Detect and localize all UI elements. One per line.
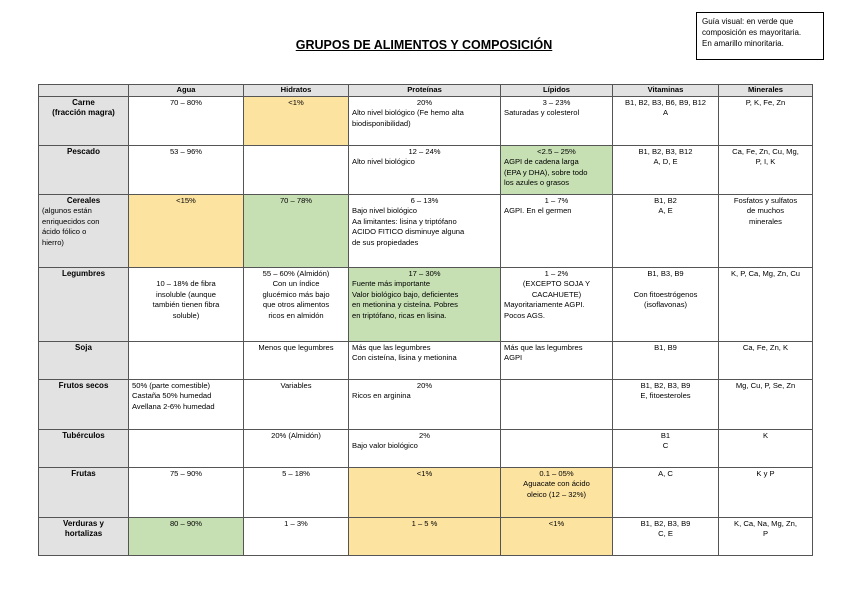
vitaminas-value: B1 xyxy=(660,431,671,440)
agua-cell xyxy=(129,195,244,268)
minerales-value: P, I, K xyxy=(755,157,776,167)
agua-value: 53 – 96% xyxy=(169,147,203,156)
agua-value: también tienen fibra xyxy=(152,300,220,310)
lipidos-value: (EXCEPTO SOJA Y xyxy=(522,279,591,289)
food-group-label: hortalizas xyxy=(64,529,103,539)
minerales-cell xyxy=(719,468,813,518)
legend-line: composición es mayoritaria. xyxy=(702,28,802,37)
vitaminas-value: Con fitoestrógenos xyxy=(633,289,698,299)
lipidos-cell xyxy=(501,146,613,195)
vitaminas-value: A xyxy=(662,108,669,118)
page-title: GRUPOS DE ALIMENTOS Y COMPOSICIÓN xyxy=(295,38,553,52)
hidratos-cell xyxy=(244,342,349,380)
food-group-cell xyxy=(39,342,129,380)
proteinas-cell xyxy=(349,97,501,146)
minerales-cell xyxy=(719,518,813,556)
hidratos-value: 70 – 78% xyxy=(279,196,313,205)
proteinas-value: en triptófano, ricas en lisina. xyxy=(352,310,447,320)
agua-cell xyxy=(129,146,244,195)
table-row xyxy=(39,342,813,380)
lipidos-value: AGPI de cadena larga xyxy=(504,157,579,167)
lipidos-value: Mayoritariamente AGPI. xyxy=(504,300,585,310)
table-row xyxy=(39,146,813,195)
hidratos-value: Con un índice xyxy=(272,279,320,289)
minerales-value: Ca, Fe, Zn, Cu, Mg, xyxy=(732,147,799,156)
vitaminas-cell xyxy=(613,468,719,518)
minerales-cell xyxy=(719,380,813,430)
hidratos-value: Variables xyxy=(280,381,312,390)
table-row xyxy=(39,518,813,556)
legend-line: En amarillo minoritaria. xyxy=(702,39,784,48)
agua-cell xyxy=(129,518,244,556)
lipidos-value: <1% xyxy=(548,519,565,528)
proteinas-cell xyxy=(349,468,501,518)
vitaminas-cell xyxy=(613,380,719,430)
agua-value: 80 – 90% xyxy=(169,519,203,528)
legend-line: Guía visual: en verde que xyxy=(702,17,794,26)
proteinas-value: Fuente más importante xyxy=(352,279,431,289)
lipidos-value: AGPI xyxy=(504,353,523,363)
food-group-label: Cereales xyxy=(66,196,101,205)
food-group-label: (algunos están xyxy=(42,206,92,216)
food-group-cell xyxy=(39,430,129,468)
minerales-value: K, Ca, Na, Mg, Zn, xyxy=(734,519,797,528)
minerales-value: K xyxy=(762,431,769,440)
composition-table xyxy=(38,84,813,556)
food-group-label: Soja xyxy=(75,343,92,352)
food-group-label: Pescado xyxy=(67,147,100,156)
minerales-value: P, K, Fe, Zn xyxy=(745,98,786,107)
vitaminas-value: (isoflavonas) xyxy=(643,300,688,310)
proteinas-value: 1 – 5 % xyxy=(411,519,438,528)
food-group-cell xyxy=(39,380,129,430)
food-group-label: Carne xyxy=(72,98,95,107)
lipidos-value: (EPA y DHA), sobre todo xyxy=(504,167,588,177)
proteinas-value: Alto nivel biológico xyxy=(352,157,415,167)
proteinas-value: biodisponibilidad) xyxy=(352,118,411,128)
header-agua: Agua xyxy=(129,85,244,97)
proteinas-value: ACIDO FITICO disminuye alguna xyxy=(352,227,465,237)
header-hidratos: Hidratos xyxy=(244,85,349,97)
table-row xyxy=(39,195,813,268)
proteinas-value: Bajo valor biológico xyxy=(352,441,418,451)
agua-value: 70 – 80% xyxy=(169,98,203,107)
proteinas-value: Alto nivel biológico (Fe hemo alta xyxy=(352,108,464,118)
lipidos-value: los azules o grasos xyxy=(504,178,570,188)
hidratos-value: 55 – 60% (Almidón) xyxy=(262,269,330,278)
food-group-label: ácido fólico o xyxy=(42,227,87,237)
hidratos-cell xyxy=(244,146,349,195)
lipidos-value xyxy=(504,381,609,391)
vitaminas-cell xyxy=(613,195,719,268)
lipidos-value: Saturadas y colesterol xyxy=(504,108,580,118)
lipidos-value: oleico (12 – 32%) xyxy=(526,489,587,499)
food-group-label: hierro) xyxy=(42,237,64,247)
hidratos-cell xyxy=(244,195,349,268)
vitaminas-value: B1, B2, B3, B9 xyxy=(640,381,691,390)
minerales-cell xyxy=(719,195,813,268)
lipidos-value: Más que las legumbres xyxy=(504,343,583,352)
table-row xyxy=(39,97,813,146)
agua-value xyxy=(132,343,240,353)
proteinas-value: Más que las legumbres xyxy=(352,343,431,352)
agua-value: 50% (parte comestible) xyxy=(132,381,211,390)
minerales-cell xyxy=(719,97,813,146)
proteinas-cell xyxy=(349,430,501,468)
proteinas-value: Con cisteína, lisina y metionina xyxy=(352,353,457,363)
proteinas-cell xyxy=(349,268,501,342)
agua-value: 75 – 90% xyxy=(169,469,203,478)
hidratos-value: glucémico más bajo xyxy=(262,289,330,299)
table-row xyxy=(39,268,813,342)
lipidos-value: 3 – 23% xyxy=(542,98,571,107)
food-group-cell xyxy=(39,195,129,268)
agua-value: <15% xyxy=(176,196,196,205)
proteinas-value: Valor biológico bajo, deficientes xyxy=(352,289,459,299)
agua-value xyxy=(132,269,240,279)
lipidos-cell xyxy=(501,97,613,146)
minerales-cell xyxy=(719,146,813,195)
hidratos-value: que otros alimentos xyxy=(262,300,330,310)
vitaminas-value: C xyxy=(662,441,669,451)
minerales-value: K, P, Ca, Mg, Zn, Cu xyxy=(730,269,801,278)
lipidos-value: 0.1 – 05% xyxy=(539,469,574,478)
agua-cell xyxy=(129,380,244,430)
vitaminas-cell xyxy=(613,342,719,380)
minerales-value: Fosfatos y sulfatos xyxy=(733,196,798,205)
header-minerales: Minerales xyxy=(719,85,813,97)
lipidos-value: 1 – 2% xyxy=(544,269,569,278)
food-group-cell xyxy=(39,146,129,195)
header-proteinas: Proteínas xyxy=(349,85,501,97)
minerales-value: Ca, Fe, Zn, K xyxy=(742,343,789,352)
hidratos-value: 5 – 18% xyxy=(282,469,310,478)
minerales-value: K y P xyxy=(756,469,775,478)
proteinas-cell xyxy=(349,195,501,268)
food-group-label: Frutas xyxy=(71,469,96,478)
hidratos-value xyxy=(247,147,345,157)
lipidos-cell xyxy=(501,468,613,518)
food-group-cell xyxy=(39,97,129,146)
vitaminas-value: B1, B3, B9 xyxy=(647,269,684,278)
food-group-label: enriquecidos con xyxy=(42,216,100,226)
header-vitaminas: Vitaminas xyxy=(613,85,719,97)
proteinas-cell xyxy=(349,146,501,195)
vitaminas-cell xyxy=(613,518,719,556)
lipidos-cell xyxy=(501,195,613,268)
vitaminas-value: A, C xyxy=(658,469,673,478)
food-group-label: Legumbres xyxy=(61,269,106,278)
agua-value: Castaña 50% humedad xyxy=(132,391,212,401)
hidratos-cell xyxy=(244,268,349,342)
lipidos-value: CACAHUETE) xyxy=(531,289,582,299)
hidratos-value: ricos en almidón xyxy=(268,310,324,320)
header-lipidos: Lípidos xyxy=(501,85,613,97)
food-group-label: Frutos secos xyxy=(58,381,109,390)
minerales-cell xyxy=(719,430,813,468)
vitaminas-cell xyxy=(613,268,719,342)
food-group-label: Verduras y xyxy=(63,519,104,528)
food-group-label: Tubérculos xyxy=(62,431,105,440)
agua-cell xyxy=(129,342,244,380)
hidratos-cell xyxy=(244,97,349,146)
lipidos-cell xyxy=(501,380,613,430)
food-group-cell xyxy=(39,468,129,518)
minerales-cell xyxy=(719,268,813,342)
hidratos-cell xyxy=(244,380,349,430)
vitaminas-cell xyxy=(613,430,719,468)
proteinas-value: 17 – 30% xyxy=(408,269,441,278)
lipidos-value: <2.5 – 25% xyxy=(537,147,576,156)
hidratos-value: 1 – 3% xyxy=(284,519,308,528)
proteinas-value: <1% xyxy=(416,469,433,478)
proteinas-cell xyxy=(349,380,501,430)
proteinas-value: en metionina y cisteína. Pobres xyxy=(352,300,458,310)
minerales-value: de muchos xyxy=(746,206,785,216)
agua-value xyxy=(132,431,240,441)
food-group-cell xyxy=(39,268,129,342)
proteinas-value: 20% xyxy=(416,98,433,107)
hidratos-value: Menos que legumbres xyxy=(258,343,334,352)
proteinas-value: 12 – 24% xyxy=(408,147,441,156)
minerales-value: P xyxy=(762,529,769,539)
lipidos-cell xyxy=(501,518,613,556)
food-group-label: (fracción magra) xyxy=(52,108,115,118)
proteinas-value: 20% xyxy=(416,381,433,390)
vitaminas-value: B1, B2 xyxy=(654,196,677,205)
minerales-cell xyxy=(719,342,813,380)
vitaminas-value: B1, B2, B3, B9 xyxy=(640,519,691,528)
lipidos-value: AGPI. En el germen xyxy=(504,206,572,216)
lipidos-value xyxy=(504,431,609,441)
vitaminas-value: C, E xyxy=(658,529,673,539)
vitaminas-value: A, D, E xyxy=(653,157,678,167)
vitaminas-value xyxy=(616,279,715,289)
legend-box xyxy=(696,12,824,60)
agua-cell xyxy=(129,268,244,342)
proteinas-value: 6 – 13% xyxy=(410,196,439,205)
table-row xyxy=(39,380,813,430)
agua-cell xyxy=(129,468,244,518)
food-group-cell xyxy=(39,518,129,556)
lipidos-cell xyxy=(501,268,613,342)
vitaminas-cell xyxy=(613,97,719,146)
minerales-value: minerales xyxy=(749,216,782,226)
agua-value: insoluble (aunque xyxy=(156,289,216,299)
vitaminas-value: B1, B2, B3, B12 xyxy=(638,147,693,156)
lipidos-value: Aguacate con ácido xyxy=(523,479,590,489)
proteinas-value: Ricos en arginina xyxy=(352,391,411,401)
agua-value: Avellana 2-6% humedad xyxy=(132,401,215,411)
hidratos-value: 20% (Almidón) xyxy=(271,431,321,440)
proteinas-value: Aa limitantes: lisina y triptófano xyxy=(352,216,457,226)
proteinas-value: Bajo nivel biológico xyxy=(352,206,418,216)
vitaminas-cell xyxy=(613,146,719,195)
header-row xyxy=(39,85,813,97)
lipidos-cell xyxy=(501,342,613,380)
table-row xyxy=(39,468,813,518)
vitaminas-value: B1, B9 xyxy=(654,343,677,352)
lipidos-value: Pocos AGS. xyxy=(504,310,545,320)
proteinas-cell xyxy=(349,342,501,380)
agua-cell xyxy=(129,97,244,146)
proteinas-cell xyxy=(349,518,501,556)
agua-value: soluble) xyxy=(172,310,200,320)
hidratos-cell xyxy=(244,518,349,556)
hidratos-cell xyxy=(244,468,349,518)
minerales-value: Mg, Cu, P, Se, Zn xyxy=(735,381,796,390)
table-row xyxy=(39,430,813,468)
lipidos-cell xyxy=(501,430,613,468)
proteinas-value: de sus propiedades xyxy=(352,237,419,247)
agua-cell xyxy=(129,430,244,468)
hidratos-cell xyxy=(244,430,349,468)
header-blank xyxy=(39,85,129,97)
vitaminas-value: E, fitoesteroles xyxy=(640,391,691,401)
agua-value: 10 – 18% de fibra xyxy=(156,279,216,289)
hidratos-value: <1% xyxy=(288,98,304,107)
lipidos-value: 1 – 7% xyxy=(544,196,569,205)
proteinas-value: 2% xyxy=(419,431,430,440)
vitaminas-value: B1, B2, B3, B6, B9, B12 xyxy=(624,98,707,107)
vitaminas-value: A, E xyxy=(658,206,673,216)
